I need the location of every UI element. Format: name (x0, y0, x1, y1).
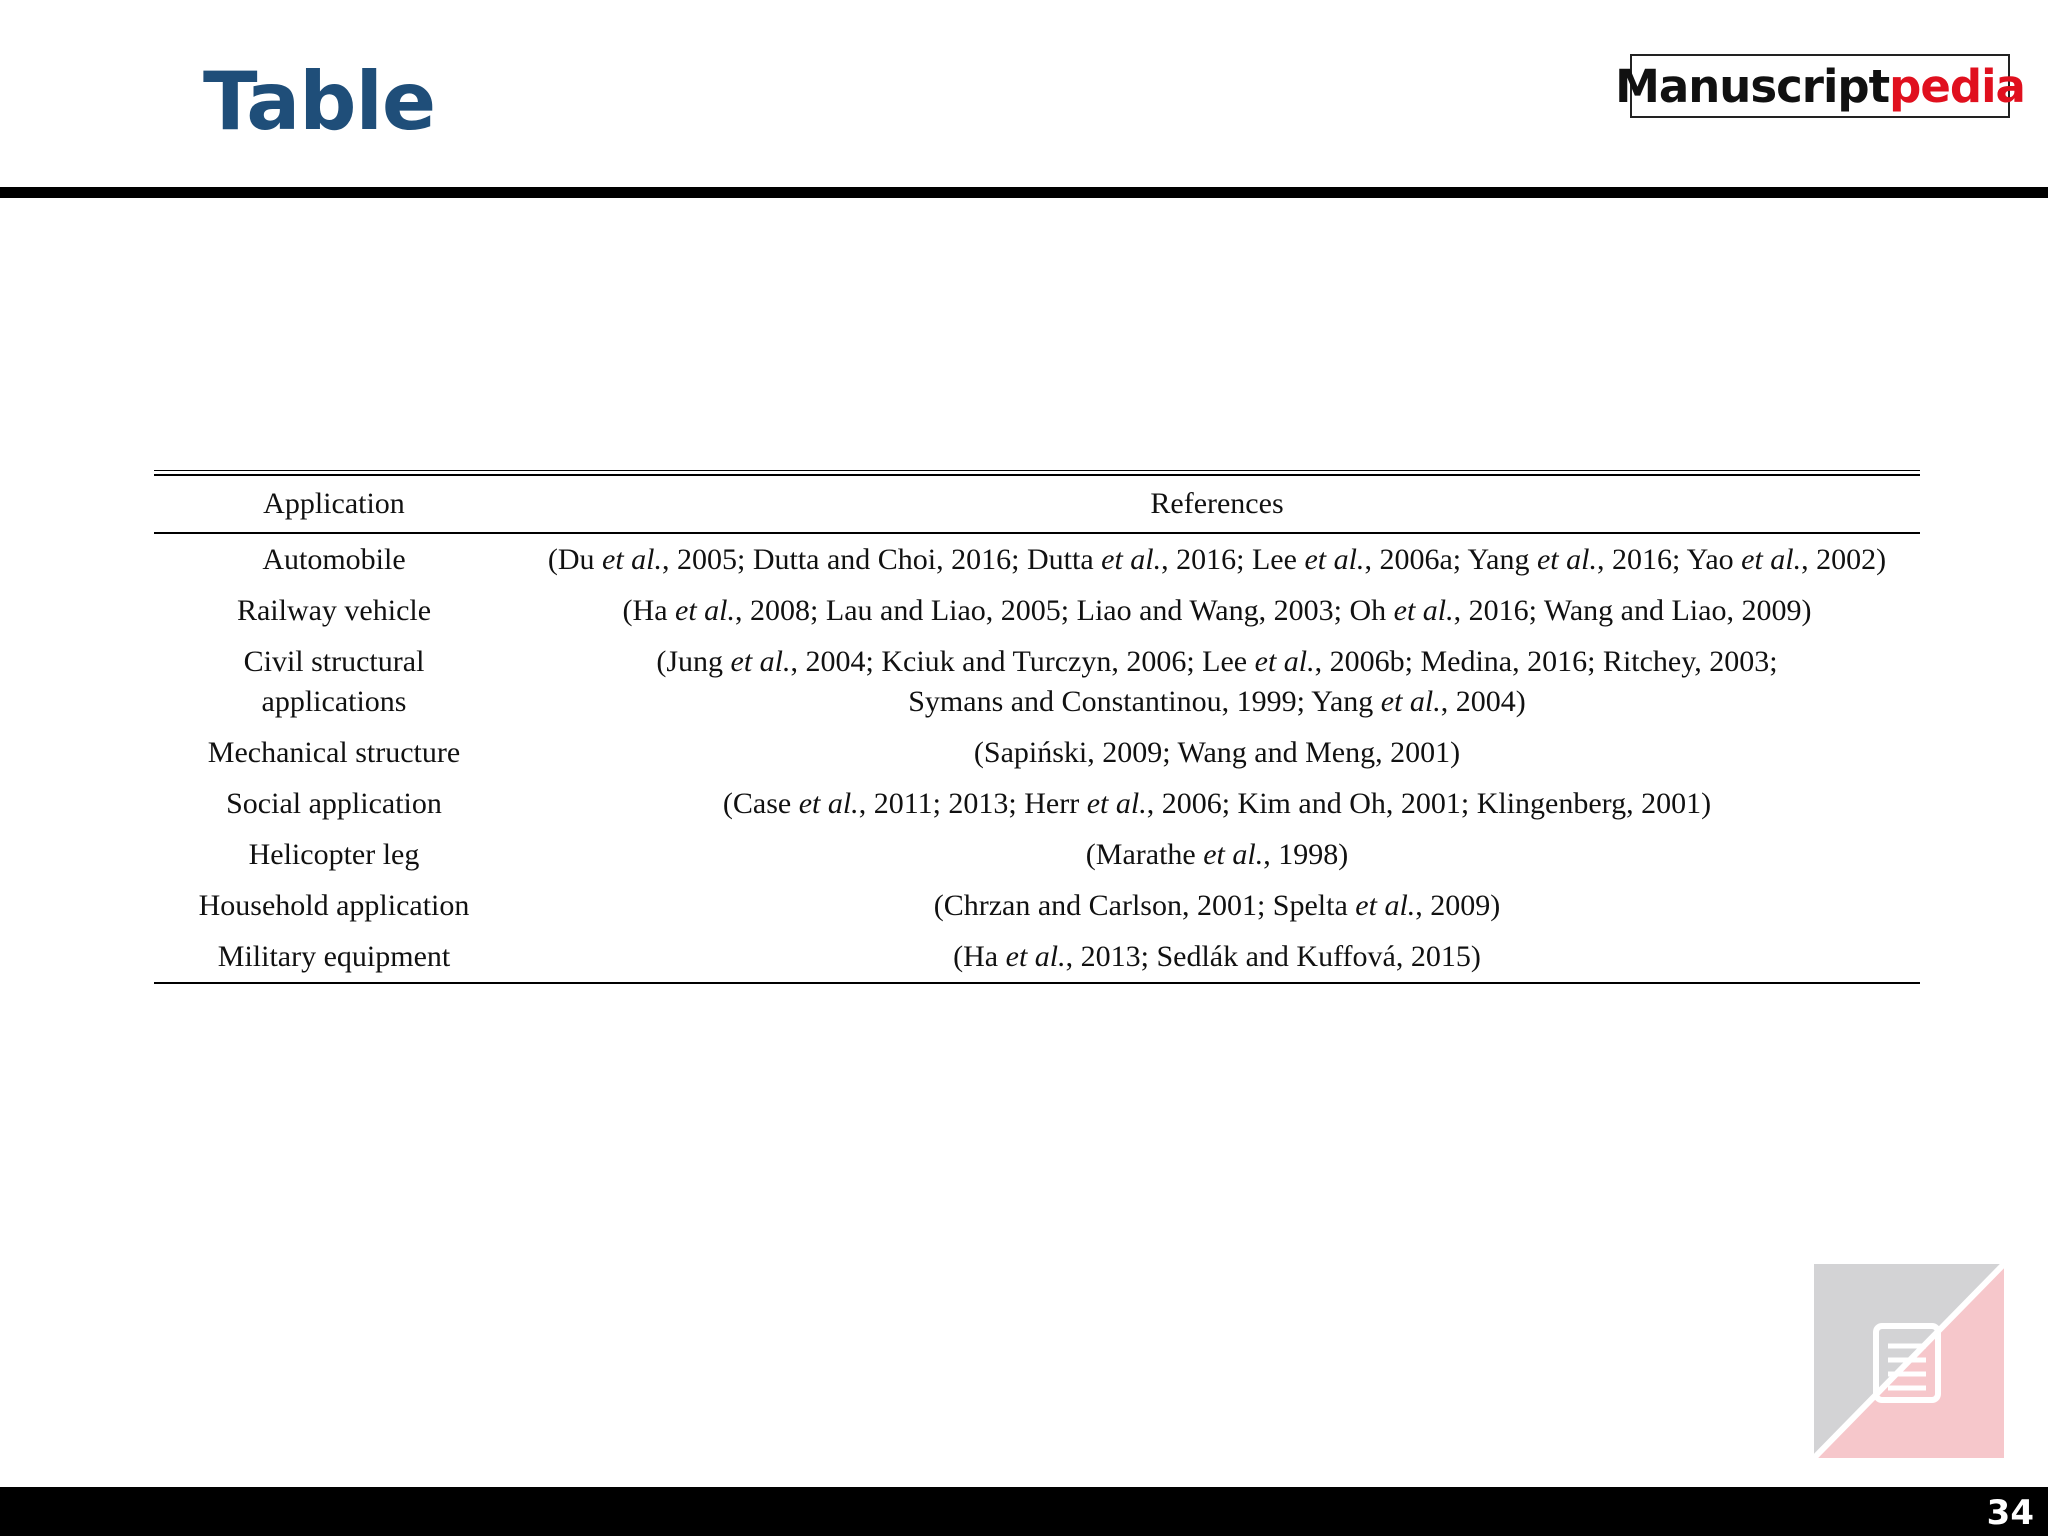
cell-references: (Chrzan and Carlson, 2001; Spelta et al., 2009) (933, 889, 1501, 922)
cell-references: (Marathe et al., 1998) (1085, 838, 1349, 871)
table-body (154, 533, 1920, 983)
table-row (154, 778, 1920, 829)
cell-application: Military equipment (217, 940, 451, 973)
cell-application: Social application (226, 787, 442, 820)
page-number: 34 (1986, 1493, 2034, 1533)
table-row (154, 880, 1920, 931)
cell-application: Household application (198, 889, 470, 922)
header-references: References (1150, 487, 1284, 520)
manuscriptpedia-logo (1615, 54, 2025, 118)
footer-bar (0, 1487, 2048, 1536)
slide-title: Table (203, 55, 436, 148)
logo-text-pedia: pedia (1889, 59, 2025, 113)
cell-references: (Ha et al., 2013; Sedlák and Kuffová, 2015) (953, 940, 1481, 973)
table-row (154, 829, 1920, 880)
cell-references: (Jung et al., 2004; Kciuk and Turczyn, 2006; Lee et al., 2006b; Medina, 2016; Ritchey, 2003; Symans and Constantinou, 1999; Yang et al., 2004) (656, 645, 1778, 718)
cell-application: Railway vehicle (236, 594, 432, 627)
cell-references: (Sapiński, 2009; Wang and Meng, 2001) (973, 736, 1461, 769)
table-row (154, 727, 1920, 778)
cell-application: Helicopter leg (248, 838, 420, 871)
table-row (154, 636, 1920, 727)
cell-application: Mechanical structure (207, 736, 461, 769)
cell-references: (Ha et al., 2008; Lau and Liao, 2005; Liao and Wang, 2003; Oh et al., 2016; Wang and Liao, 2009) (622, 594, 1812, 627)
cell-references: (Du et al., 2005; Dutta and Choi, 2016; Dutta et al., 2016; Lee et al., 2006a; Yang et al., 2016; Yao et al., 2002) (547, 543, 1887, 576)
references-table-container (154, 470, 1920, 984)
header-application: Application (263, 487, 405, 520)
references-table (154, 476, 1920, 984)
cell-application: Civil structural applications (243, 645, 425, 718)
cell-references: (Case et al., 2011; 2013; Herr et al., 2006; Kim and Oh, 2001; Klingenberg, 2001) (722, 787, 1712, 820)
logo-text-manuscript: Manuscript (1615, 59, 1890, 113)
document-watermark-icon (1814, 1264, 2004, 1458)
table-top-rule-thin (154, 470, 1920, 471)
cell-application: Automobile (262, 543, 406, 576)
table-row (154, 931, 1920, 983)
header-rule (0, 187, 2048, 198)
table-row (154, 533, 1920, 585)
table-header-row (154, 476, 1920, 533)
table-row (154, 585, 1920, 636)
